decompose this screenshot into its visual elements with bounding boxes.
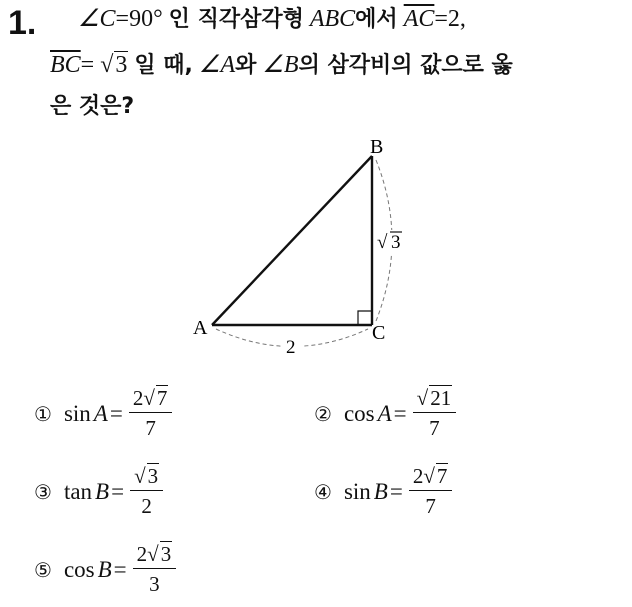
question-number: 1.	[8, 4, 37, 42]
text-ko-d: 와	[235, 53, 257, 78]
option-5-radicand: 3	[160, 542, 172, 566]
vertex-c-label: C	[372, 322, 386, 344]
sqrt-radicand: 3	[115, 52, 128, 78]
option-4-coef: 2	[412, 464, 424, 488]
option-1-fraction	[129, 386, 173, 441]
option-4-func: sin	[343, 478, 371, 504]
question-line-1	[78, 4, 466, 35]
angle-a: ∠A	[198, 52, 236, 78]
text-ko-e: 의 삼각비의 값으로 옳	[298, 53, 513, 78]
option-4-numerator	[409, 464, 453, 491]
option-4-fraction	[409, 464, 453, 519]
right-angle-mark	[358, 311, 372, 325]
option-5-func: cos	[63, 556, 95, 582]
option-5-marker: ⑤	[34, 557, 52, 582]
option-1-eq: =	[109, 400, 123, 426]
ac-value: =2,	[434, 6, 466, 32]
option-1-var: A	[93, 400, 108, 426]
text-ko-c: 일 때,	[134, 53, 193, 78]
sqrt-icon: √	[147, 542, 159, 566]
option-5-var: B	[97, 556, 112, 582]
side-bc-radicand: 3	[391, 232, 401, 253]
option-2-fraction	[413, 386, 457, 441]
option-4-radicand: 7	[436, 464, 448, 488]
option-2-var: A	[377, 400, 392, 426]
sqrt-icon: √	[423, 464, 435, 488]
option-3-eq: =	[111, 478, 125, 504]
bc-eq: =	[80, 52, 95, 78]
option-1-coef: 2	[132, 386, 144, 410]
option-5-coef: 2	[136, 542, 148, 566]
side-ac-label: 2	[286, 337, 296, 358]
text-ko-a: 인 직각삼각형	[168, 7, 304, 32]
segment-bc: $\overline{BC}$	[50, 52, 81, 78]
option-1-func: sin	[63, 400, 91, 426]
option-4-marker: ④	[314, 479, 332, 504]
option-3-denominator: 2	[141, 494, 152, 518]
option-5-numerator	[133, 542, 177, 569]
option-1-denominator: 7	[145, 416, 156, 440]
option-4-var: B	[373, 478, 388, 504]
option-3-var: B	[95, 478, 110, 504]
option-3-marker: ③	[34, 479, 52, 504]
option-4[interactable]	[314, 464, 452, 519]
side-bc-sqrt-icon: √	[377, 232, 388, 253]
option-5-denominator: 3	[149, 572, 160, 596]
option-2-denominator: 7	[429, 416, 440, 440]
triangle-abc: ABC	[309, 6, 356, 32]
sqrt-icon: √	[416, 386, 429, 410]
option-4-eq: =	[389, 478, 403, 504]
option-3-radicand: 3	[147, 464, 159, 488]
option-4-denominator: 7	[425, 494, 436, 518]
option-2-radicand: 21	[430, 386, 452, 410]
question-line-2	[50, 50, 513, 81]
angle-c: ∠C	[78, 6, 116, 32]
option-5-eq: =	[113, 556, 127, 582]
sqrt-icon: √	[134, 464, 146, 488]
option-2-marker: ②	[314, 401, 332, 426]
option-1-marker: ①	[34, 401, 52, 426]
option-1-radicand: 7	[156, 386, 168, 410]
angle-b: ∠B	[262, 52, 299, 78]
sqrt-icon: √	[143, 386, 155, 410]
sqrt-icon: √	[100, 52, 114, 78]
segment-ac: $\overline{AC}$	[403, 6, 435, 32]
vertex-b-label: B	[370, 136, 384, 158]
triangle-diagram	[180, 128, 420, 360]
option-3[interactable]	[34, 464, 163, 519]
question-line-3: 은 것은?	[50, 94, 135, 119]
option-2-func: cos	[343, 400, 375, 426]
option-3-numerator	[130, 464, 163, 491]
option-1[interactable]	[34, 386, 172, 441]
option-5-fraction	[133, 542, 177, 597]
option-2-eq: =	[393, 400, 407, 426]
side-ab-line	[212, 156, 372, 325]
text-ko-b: 에서	[355, 7, 398, 32]
eq-90: =90°	[115, 6, 163, 32]
option-1-numerator	[129, 386, 173, 413]
option-2-numerator	[413, 386, 457, 413]
option-2[interactable]	[314, 386, 456, 441]
option-3-func: tan	[63, 478, 93, 504]
option-3-fraction	[130, 464, 163, 519]
option-5[interactable]	[34, 542, 176, 597]
vertex-a-label: A	[193, 317, 208, 339]
